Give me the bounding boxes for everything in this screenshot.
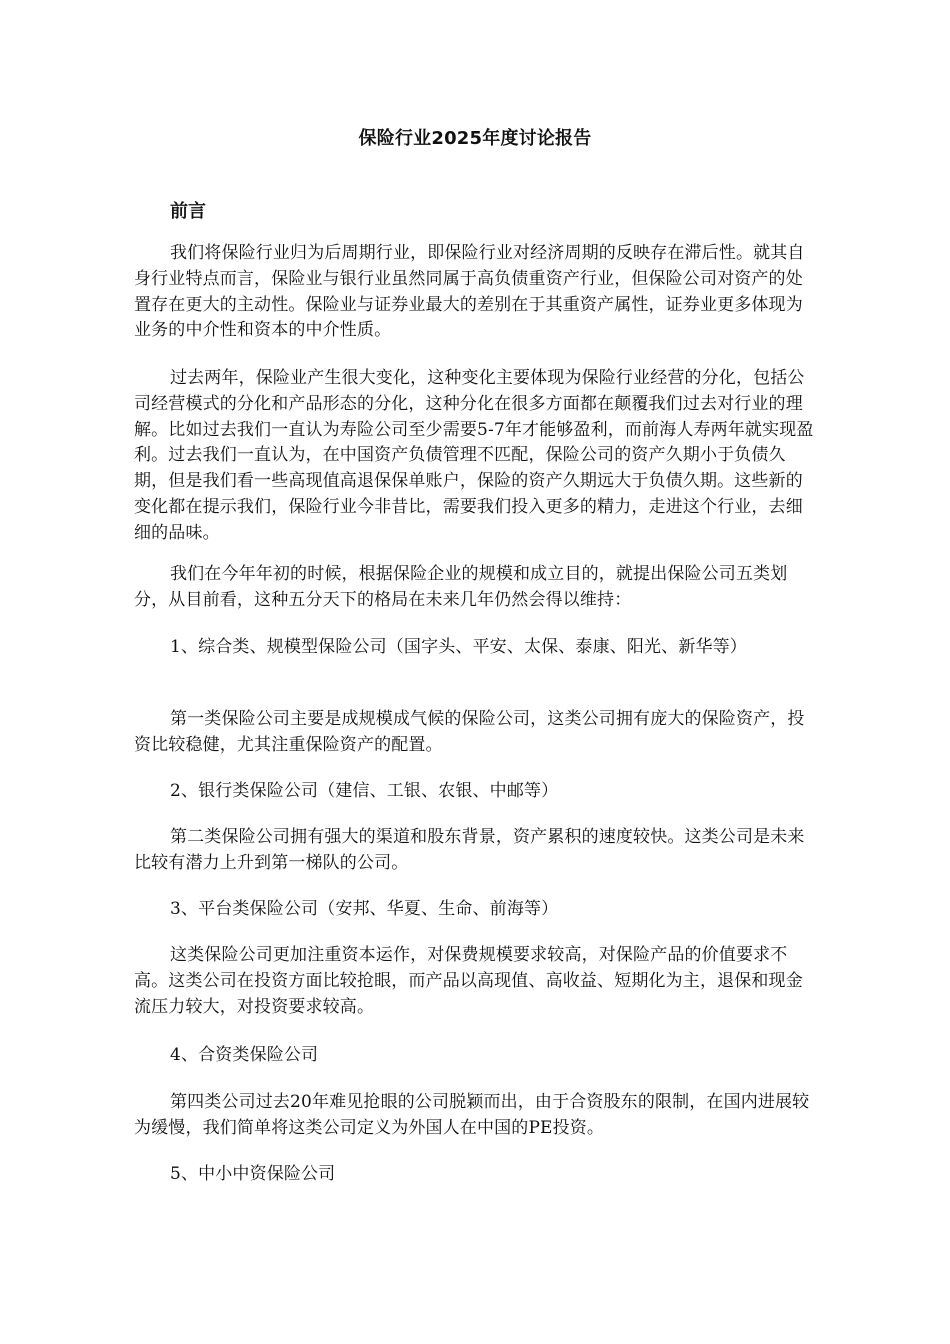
paragraph-category-3: 这类保险公司更加注重资本运作，对保费规模要求较高，对保险产品的价值要求不高。这类公司在投资方面比较抢眼，而产品以高现值、高收益、短期化为主，退保和现金流压力较大，对投资要求较高。 [134,945,803,1017]
paragraph-category-4: 第四类公司过去20年难见抢眼的公司脱颖而出，由于合资股东的限制，在国内进展较为缓慢，我们简单将这类公司定义为外国人在中国的PE投资。 [134,1092,810,1138]
paragraph-category-1: 第一类保险公司主要是成规模成气候的保险公司，这类公司拥有庞大的保险资产，投资比较稳健，尤其注重保险资产的配置。 [134,709,805,755]
list-item-category-2: 2、银行类保险公司（建信、工银、农银、中邮等） [170,781,559,801]
paragraph-changes: 过去两年，保险业产生很大变化，这种变化主要体现为保险行业经营的分化，包括公司经营模式的分化和产品形态的分化，这种分化在很多方面都在颠覆我们过去对行业的理解。比如过去我们一直认为寿险公司至少需要5-7年才能够盈利，而前海人寿两年就实现盈利。过去我们一直认为，在中国资产负债管理不匹配，保险公司的资产久期小于负债久期，但是我们看一些高现值高退保保单账户，保险的资产久期远大于负债久期。这些新的变化都在提示我们，保险行业今非昔比，需要我们投入更多的精力，走进这个行业，去细细的品味。 [134,368,814,543]
paragraph-classification: 我们在今年年初的时候，根据保险企业的规模和成立目的，就提出保险公司五类划分，从目前看，这种五分天下的格局在未来几年仍然会得以维持： [134,564,788,610]
list-item-category-3: 3、平台类保险公司（安邦、华夏、生命、前海等） [170,899,559,919]
section-heading: 前言 [170,201,206,222]
paragraph-category-2: 第二类保险公司拥有强大的渠道和股东背景，资产累积的速度较快。这类公司是未来比较有潜力上升到第一梯队的公司。 [134,827,805,873]
paragraph-intro: 我们将保险行业归为后周期行业，即保险行业对经济周期的反映存在滞后性。就其自身行业特点而言，保险业与银行业虽然同属于高负债重资产行业，但保险公司对资产的处置存在更大的主动性。保险业与证券业最大的差别在于其重资产属性，证券业更多体现为业务的中介性和资本的中介性质。 [134,243,805,341]
document-title: 保险行业2025年度讨论报告 [358,128,592,149]
list-item-category-1: 1、综合类、规模型保险公司（国字头、平安、太保、泰康、阳光、新华等） [170,637,747,657]
list-item-category-4: 4、合资类保险公司 [170,1045,319,1065]
list-item-category-5: 5、中小中资保险公司 [170,1164,336,1184]
